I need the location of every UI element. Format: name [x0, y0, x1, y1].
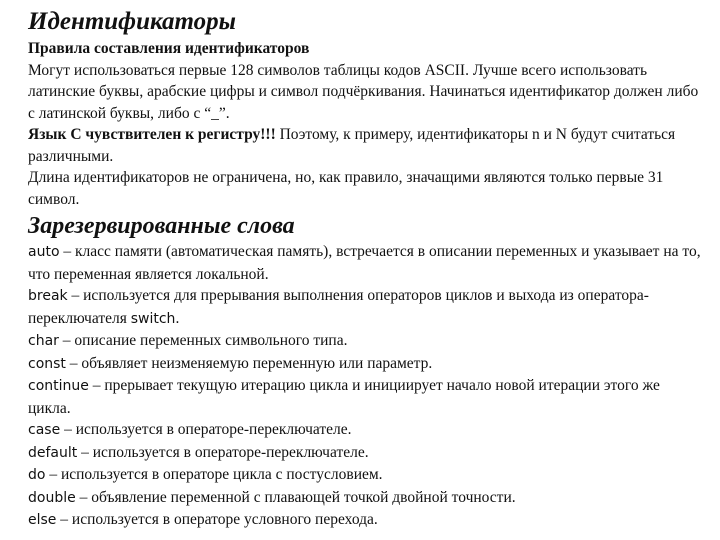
keyword-description: – используется в операторе-переключателе. [77, 443, 369, 461]
keyword-item [28, 375, 702, 419]
keyword-item [28, 241, 702, 285]
keyword-item [28, 509, 702, 532]
keyword: auto [28, 244, 60, 260]
keyword-item [28, 330, 702, 353]
keyword-description: – объявляет неизменяемую переменную или параметр. [65, 354, 433, 372]
case-sensitivity-text: Поэтому, к примеру, идентификаторы n и N будут считаться различными. [28, 126, 676, 165]
keyword-item [28, 464, 702, 487]
keyword: case [28, 422, 61, 438]
keyword: continue [28, 378, 89, 394]
keyword: const [28, 355, 66, 372]
ascii-paragraph: Могут использоваться первые 128 символов таблицы кодов ASCII. Лучше всего использовать латинские буквы, арабские цифры и символ подчёркивания. Начинаться идентификатор должен либо с латинской буквы, либо с “_”. [28, 61, 699, 122]
keyword-description: – прерывает текущую итерацию цикла и инициирует начало новой итерации этого же цикла. [28, 377, 660, 417]
case-sensitivity-bold: Язык С чувствителен к регистру!!! [28, 126, 276, 143]
keyword-item [28, 285, 702, 330]
keyword: default [28, 444, 78, 461]
section-title-identifiers: Идентификаторы [28, 8, 236, 35]
keyword: else [28, 512, 57, 528]
case-sensitivity-paragraph [28, 124, 702, 167]
keyword: char [28, 333, 59, 349]
keyword-item [28, 353, 702, 376]
keyword-description: – используется в операторе цикла с постусловием. [45, 466, 383, 483]
keyword: do [28, 467, 46, 483]
keyword: double [28, 489, 76, 506]
keyword-description: – используется в операторе-переключателе. [60, 421, 352, 438]
section-title-reserved-words: Зарезервированные слова [28, 213, 295, 239]
keyword-description: – объявление переменной с плавающей точкой двойной точности. [75, 488, 516, 506]
keyword-item [28, 442, 702, 465]
keyword-switch: switch [130, 310, 176, 327]
keyword-description: – класс памяти (автоматическая память), встречается в описании переменных и указывает на то, что переменная является локальной. [28, 243, 701, 283]
rules-subtitle: Правила составления идентификаторов [28, 40, 310, 57]
keyword-description: – используется в операторе условного перехода. [56, 511, 378, 528]
keyword-description-tail: . [175, 309, 180, 327]
keyword-description: – описание переменных символьного типа. [58, 332, 348, 349]
keyword-item [28, 487, 702, 510]
keyword-description: – используется для прерывания выполнения операторов циклов и выхода из оператора-переключателя [28, 287, 649, 327]
length-paragraph: Длина идентификаторов не ограничена, но, как правило, значащими являются только первые 31 символ. [28, 169, 664, 208]
keyword-item [28, 419, 702, 442]
keyword: break [28, 288, 68, 304]
